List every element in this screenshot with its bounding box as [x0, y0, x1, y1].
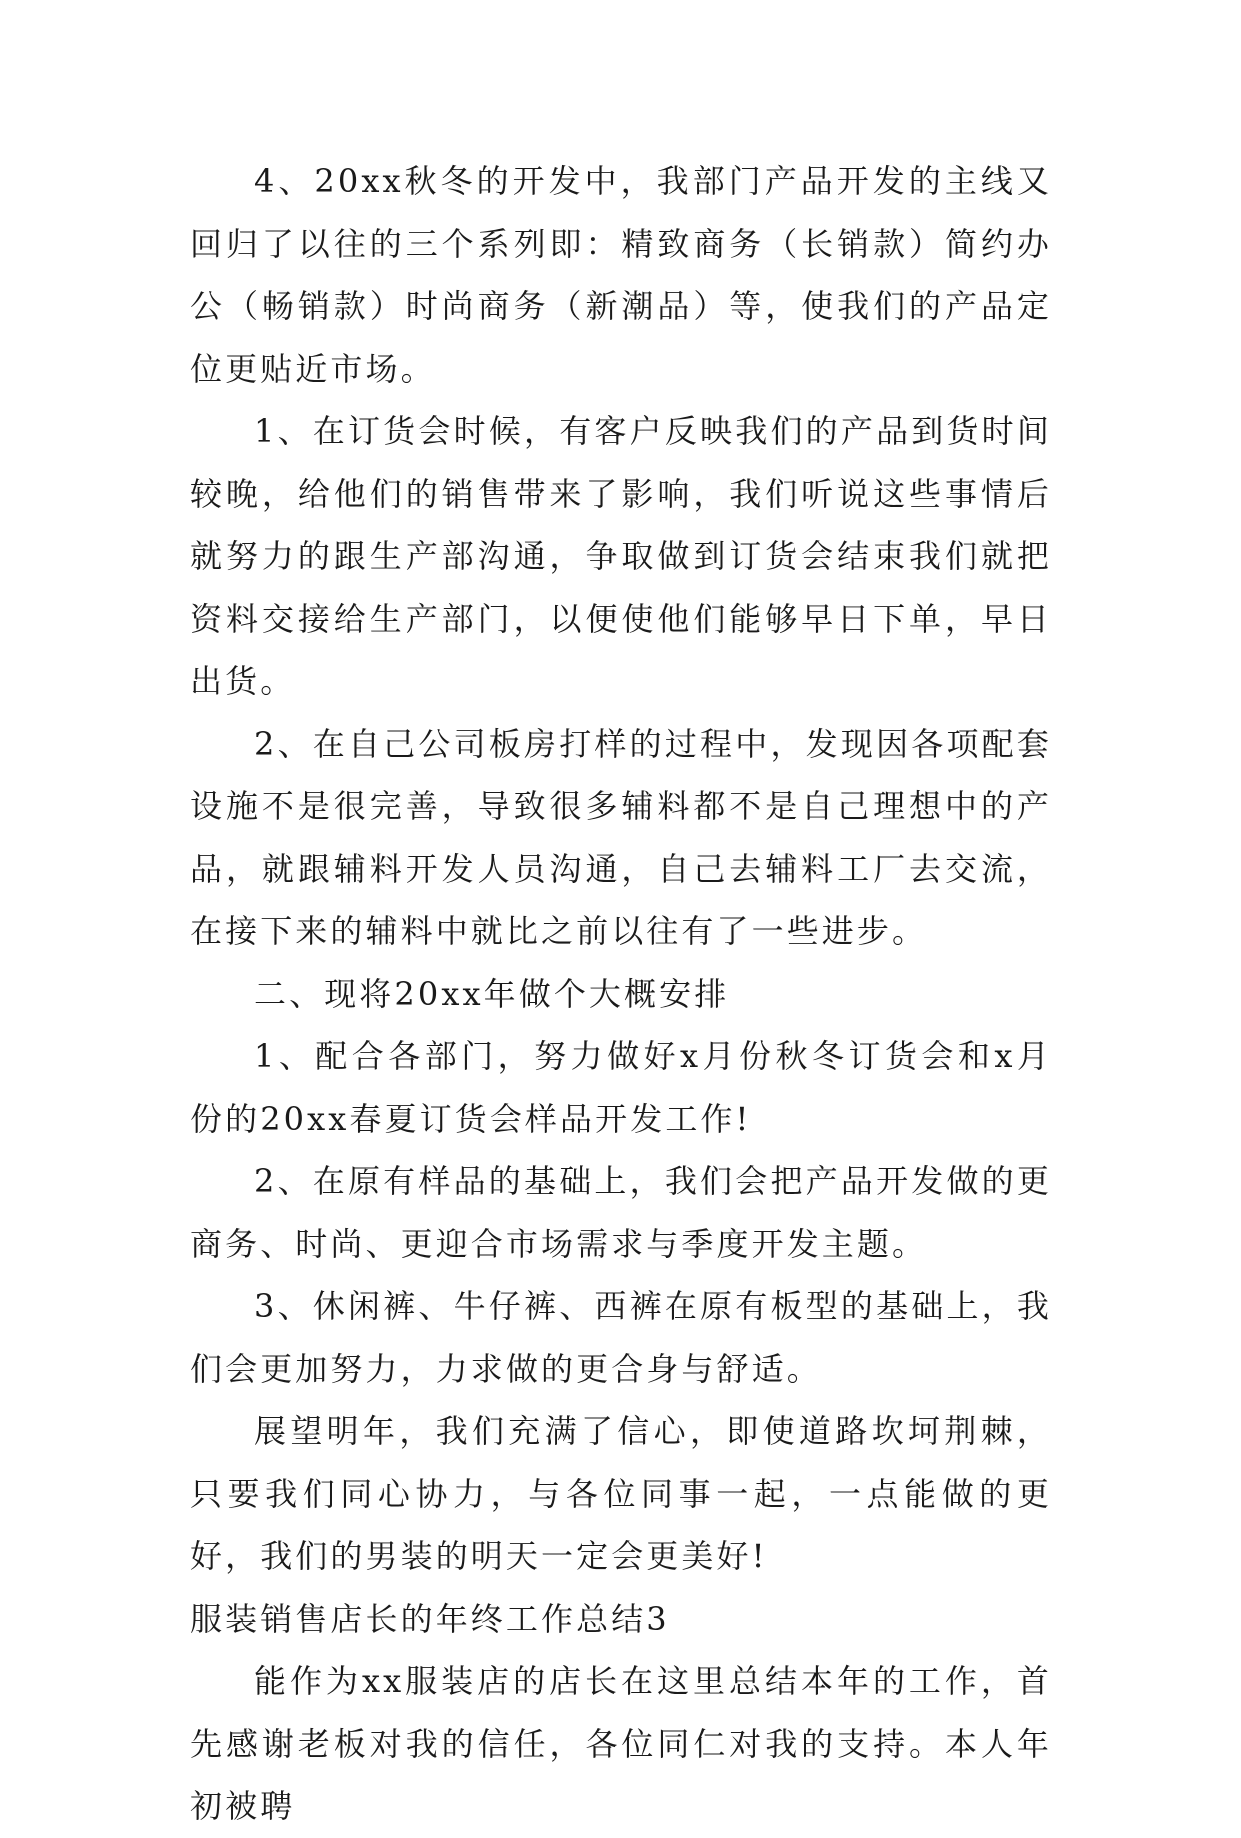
paragraph-sample-room: 2、在自己公司板房打样的过程中，发现因各项配套设施不是很完善，导致很多辅料都不是自己理想中的产品，就跟辅料开发人员沟通，自己去辅料工厂去交流，在接下来的辅料中就比之前以往有了一些进步。 [190, 724, 1052, 950]
paragraph-store-manager-intro: 能作为xx服装店的店长在这里总结本年的工作，首先感谢老板对我的信任，各位同仁对我的支持。本人年初被聘 [190, 1662, 1052, 1825]
paragraph-plan-item-3: 3、休闲裤、牛仔裤、西裤在原有板型的基础上，我们会更加努力，力求做的更合身与舒适。 [190, 1287, 1052, 1388]
paragraph-product-lines: 4、20xx秋冬的开发中，我部门产品开发的主线又回归了以往的三个系列即：精致商务（长销款）简约办公（畅销款）时尚商务（新潮品）等，使我们的产品定位更贴近市场。 [190, 162, 1052, 388]
paragraph-plan-heading: 二、现将20xx年做个大概安排 [254, 974, 730, 1013]
paragraph-plan-item-1: 1、配合各部门，努力做好x月份秋冬订货会和x月份的20xx春夏订货会样品开发工作! [190, 1037, 1052, 1138]
paragraph-delivery-issue: 1、在订货会时候，有客户反映我们的产品到货时间较晚，给他们的销售带来了影响，我们听说这些事情后就努力的跟生产部沟通，争取做到订货会结束我们就把资料交接给生产部门，以便使他们能够早日下单，早日出货。 [190, 412, 1052, 700]
paragraph-outlook: 展望明年，我们充满了信心，即使道路坎坷荆棘，只要我们同心协力，与各位同事一起，一点能做的更好，我们的男装的明天一定会更美好! [190, 1412, 1052, 1575]
section-title: 服装销售店长的年终工作总结3 [190, 1599, 670, 1638]
document-page [190, 150, 1052, 1838]
paragraph-plan-item-2: 2、在原有样品的基础上，我们会把产品开发做的更商务、时尚、更迎合市场需求与季度开发主题。 [190, 1162, 1052, 1263]
